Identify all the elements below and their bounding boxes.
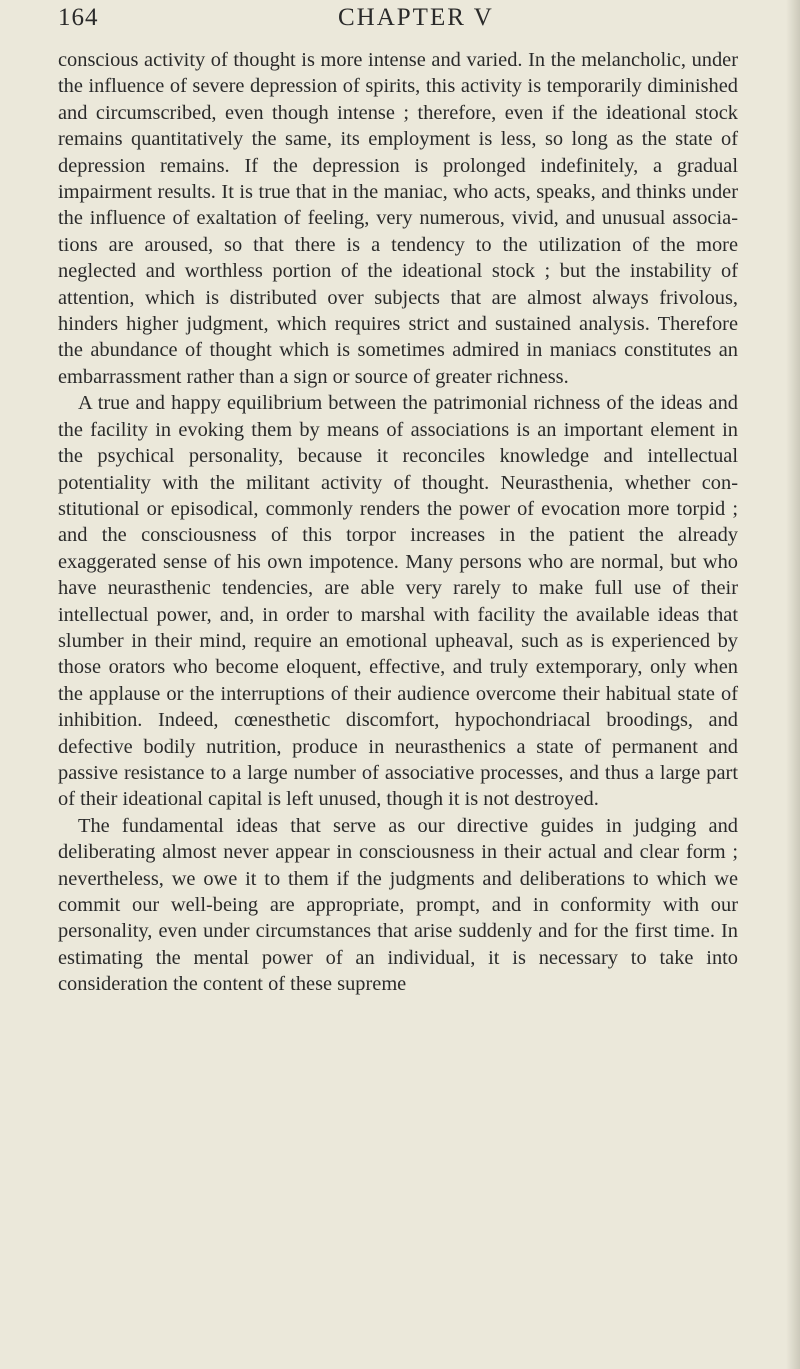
page-header — [58, 4, 738, 44]
chapter-heading: CHAPTER V — [338, 4, 494, 31]
page-edge-shadow — [786, 0, 800, 1369]
page-number: 164 — [58, 4, 99, 31]
body-text — [58, 47, 738, 998]
paragraph-2: A true and happy equilibrium between the patrimonial richness of the ideas and the facility in evoking them by means of associations is an important element in the psychical personality, because it reconciles knowledge and intellectual potentiality with the militant activity of thought. Neurasthenia, whether constitutional or episodical, commonly renders the power of evocation more torpid ; and the consciousness of this torpor increases in the patient the already exaggerated sense of his own impotence. Many persons who are normal, but who have neurasthenic tendencies, are able very rarely to make full use of their intellectual power, and, in order to marshal with facility the available ideas that slumber in their mind, require an emotional upheaval, such as is experienced by those orators who become eloquent, effective, and truly extemporary, only when the applause or the interruptions of their audience overcome their habitual state of inhibition. Indeed, cœnesthetic discomfort, hypochondriacal broodings, and defective bodily nutrition, produce in neurasthenics a state of permanent and passive resistance to a large number of associative processes, and thus a large part of their ideational capital is left unused, though it is not destroyed. — [58, 392, 738, 811]
paragraph-1: conscious activity of thought is more intense and varied. In the melancholic, under the influence of severe depression of spirits, this activity is temporarily diminished and circumscribed, even though intense ; therefore, even if the ideational stock remains quantitatively the same, its employment is less, so long as the state of depression remains. If the depression is prolonged indefinitely, a gradual impairment results. It is true that in the maniac, who acts, speaks, and thinks under the influence of exaltation of feeling, very numerous, vivid, and unusual associations are aroused, so that there is a tendency to the utilization of the more neglected and worthless portion of the ideational stock ; but the instability of attention, which is distributed over subjects that are almost always frivolous, hinders higher judgment, which requires strict and sustained analysis. Therefore the abundance of thought which is sometimes admired in maniacs constitutes an embarrassment rather than a sign or source of greater richness. — [58, 49, 738, 388]
paragraph-3: The fundamental ideas that serve as our directive guides in judging and deliberating almost never appear in consciousness in their actual and clear form ; nevertheless, we owe it to them if the judgments and deliberations to which we commit our well-being are appropriate, prompt, and in conformity with our personality, even under circumstances that arise suddenly and for the first time. In estimating the mental power of an individual, it is necessary to take into consideration the content of these supreme — [58, 814, 738, 996]
